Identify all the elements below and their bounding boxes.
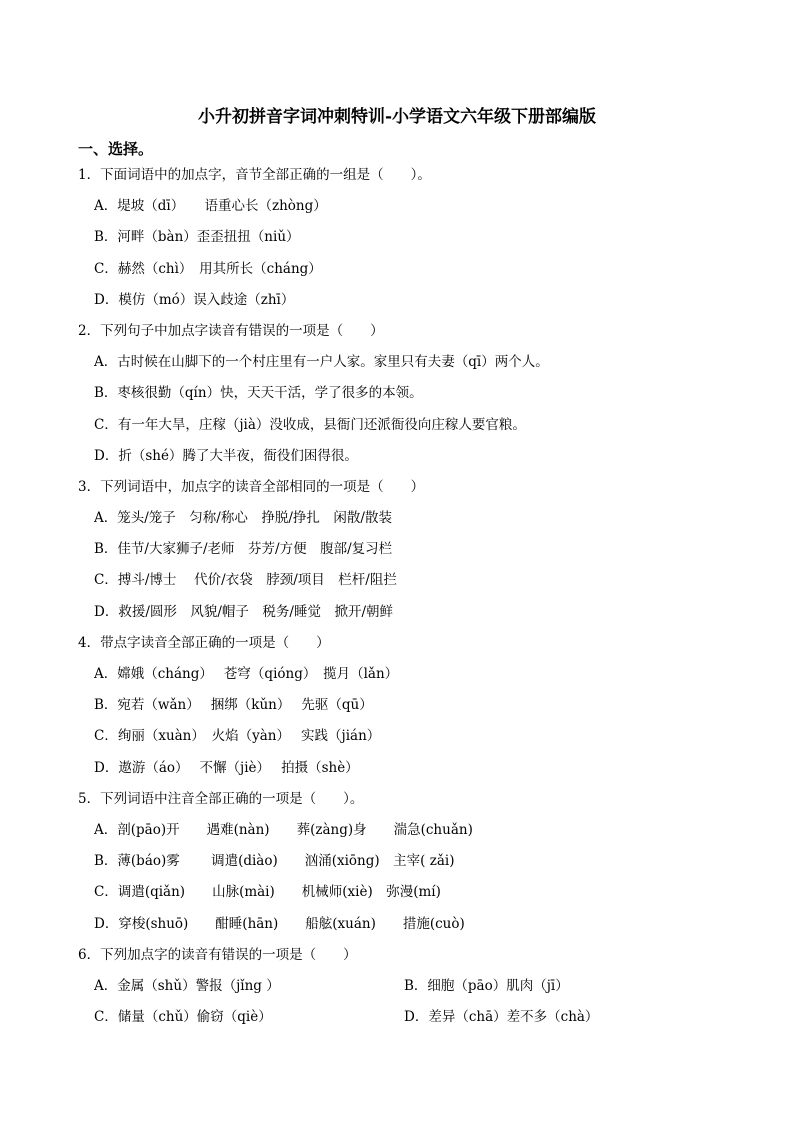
option-a: A．剖(pāo)开 遇难(nàn) 葬(zàng)身 湍急(chuǎn): [94, 821, 473, 838]
question-stem: 4．带点字读音全部正确的一项是（ ）: [78, 634, 330, 651]
option-row: [78, 971, 738, 1002]
option-b: B．河畔（bàn）歪歪扭扭（niǔ）: [94, 229, 300, 246]
question-stem: 3．下列词语中，加点字的读音全部相同的一项是（ ）: [78, 478, 425, 495]
option-a: A．嫦娥（cháng） 苍穹（qióng） 揽月（lǎn）: [94, 666, 399, 682]
question-1: [78, 160, 738, 316]
option-b: B．细胞（pāo）肌肉（jī）: [404, 977, 569, 994]
question-stem: 1．下面词语中的加点字，音节全部正确的一组是（ ）。: [78, 167, 431, 183]
option-a: A．笼头/笼子 匀称/称心 挣脱/挣扎 闲散/散装: [94, 510, 392, 527]
question-2: [78, 316, 738, 472]
option-c: C．储量（chǔ）偷窃（qiè）: [94, 1009, 272, 1026]
question-3: [78, 472, 738, 628]
option-b: B．枣核很勤（qín）快，天天干活，学了很多的本领。: [94, 385, 423, 402]
option-d: D．折（shé）腾了大半夜，衙役们困得很。: [94, 447, 358, 464]
option-c: C．赫然（chì） 用其所长（cháng）: [94, 260, 322, 277]
question-4: [78, 628, 738, 784]
option-d: D．遨游（áo） 不懈（jiè） 拍摄（shè）: [94, 759, 359, 776]
option-c: C．有一年大旱，庄稼（jià）没收成，县衙门还派衙役向庄稼人要官粮。: [94, 416, 526, 433]
option-a: A．金属（shǔ）警报（jǐng ）: [94, 977, 280, 994]
question-stem: 2．下列句子中加点字读音有错误的一项是（ ）: [78, 322, 384, 339]
question-stem: 5．下列词语中注音全部正确的一项是（ ）。: [78, 790, 364, 807]
document-title: 小升初拼音字词冲刺特训-小学语文六年级下册部编版: [197, 107, 597, 127]
option-d: D．救援/圆形 风貌/帽子 税务/睡觉 掀开/朝鲜: [94, 603, 394, 620]
option-b: B．佳节/大家狮子/老师 芬芳/方便 腹部/复习栏: [94, 541, 393, 558]
option-b: B．宛若（wǎn） 捆绑（kǔn） 先驱（qū）: [94, 697, 373, 714]
option-d: D．模仿（mó）误入歧途（zhī）: [94, 291, 295, 308]
question-stem: 6．下列加点字的读音有错误的一项是（ ）: [78, 946, 357, 963]
option-c: C．调遣(qiǎn) 山脉(mài) 机械师(xiè) 弥漫(mí): [94, 884, 441, 901]
question-5: [78, 784, 738, 940]
option-row: [78, 1002, 738, 1033]
option-c: C．绚丽（xuàn） 火焰（yàn） 实践（jián）: [94, 728, 381, 745]
option-b: B．薄(báo)雾 调遣(diào) 汹涌(xiōng) 主宰( zǎi): [94, 853, 455, 870]
option-d: D．穿梭(shuō) 酣睡(hān) 船舷(xuán) 措施(cuò): [94, 915, 465, 932]
section-heading: 一、选择。: [78, 140, 154, 158]
option-a: A．堤坡（dī） 语重心长（zhòng）: [94, 198, 327, 215]
option-a: A．古时候在山脚下的一个村庄里有一户人家。家里只有夫妻（qī）两个人。: [94, 354, 549, 371]
option-c: C．搏斗/博士 代价/衣袋 脖颈/项目 栏杆/阻拦: [94, 572, 397, 589]
question-6: [78, 940, 738, 1034]
question-list: [78, 160, 738, 1033]
option-d: D．差异（chā）差不多（chà）: [404, 1009, 599, 1026]
